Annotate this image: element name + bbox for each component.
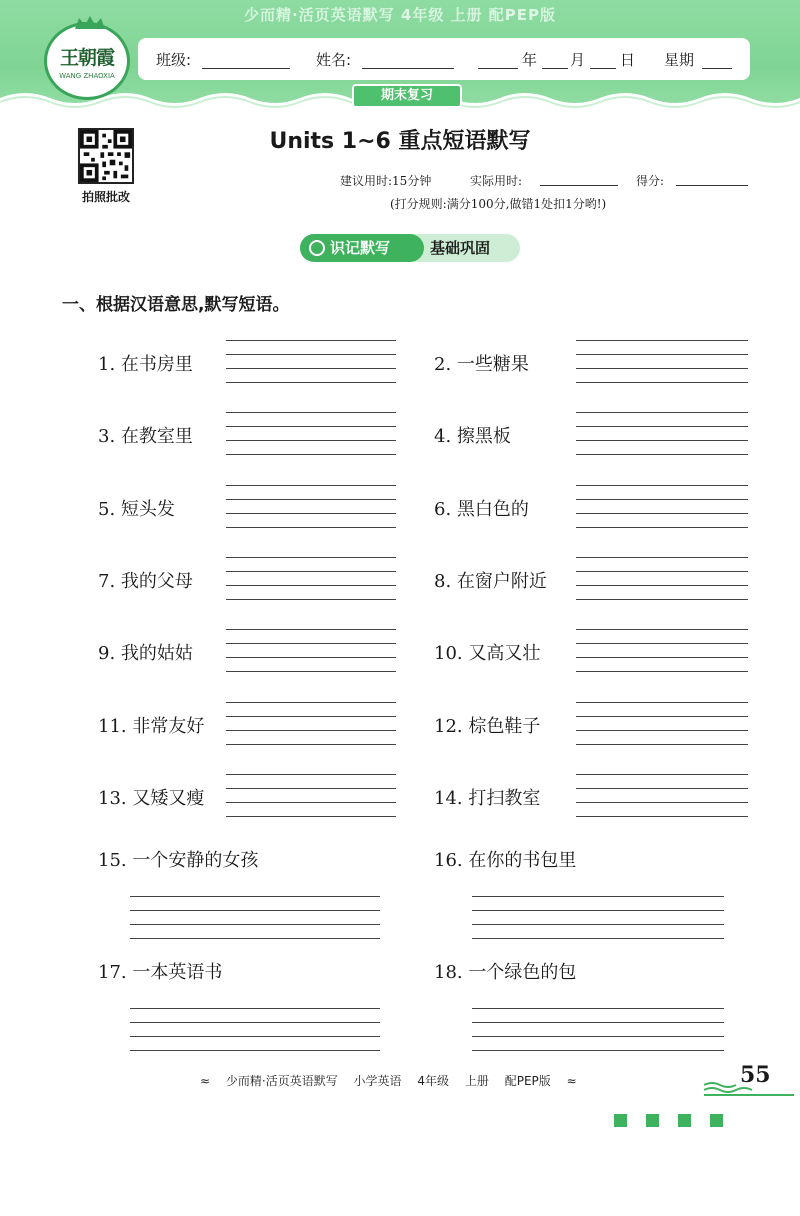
suggested-time: 建议用时:15分钟 [340,174,432,188]
answer-line[interactable] [226,412,396,413]
answer-line[interactable] [576,426,748,427]
qr-code-icon[interactable] [78,128,134,184]
class-label: 班级: [156,51,192,69]
answer-line[interactable] [472,938,724,939]
answer-line[interactable] [576,585,748,586]
answer-line[interactable] [130,938,380,939]
answer-line[interactable] [226,340,396,341]
footer-subject: 小学英语 [353,1074,402,1088]
answer-line[interactable] [576,485,748,486]
answer-line[interactable] [576,340,748,341]
weekday-label: 星期 [664,51,695,69]
logo-subtext: WANG ZHAOXIA [59,71,115,80]
answer-line[interactable] [226,657,396,658]
answer-line[interactable] [226,716,396,717]
exercise-item-label: 8. 在窗户附近 [434,570,547,592]
crown-icon [73,15,107,31]
answer-line[interactable] [226,557,396,558]
answer-line[interactable] [226,629,396,630]
actual-time-field[interactable] [540,185,618,186]
exercise-item-label: 18. 一个绿色的包 [434,962,577,983]
day-field[interactable] [590,68,616,69]
footer-book: 少而精·活页英语默写 [225,1074,338,1088]
exercise-item-label: 4. 擦黑板 [434,426,511,448]
page-number: 55 [740,1062,771,1088]
clock-icon [309,240,325,256]
answer-line[interactable] [226,730,396,731]
exercise-item-label: 10. 又高又壮 [434,643,541,665]
scoring-rule-note: (打分规则:满分100分,做错1处扣1分哟!) [390,197,607,211]
exercise-item-label: 17. 一本英语书 [98,962,223,983]
answer-line[interactable] [576,788,748,789]
answer-line[interactable] [576,643,748,644]
answer-line[interactable] [226,485,396,486]
answer-line[interactable] [226,513,396,514]
answer-line[interactable] [576,527,748,528]
answer-line[interactable] [472,1008,724,1009]
logo-text: 王朝霞 [59,46,114,69]
qr-caption: 拍照批改 [81,190,130,204]
score-field[interactable] [676,185,748,186]
footer-volume: 上册 [464,1074,489,1088]
deco-square [678,1114,691,1127]
student-info-box [138,38,750,80]
answer-line[interactable] [576,802,748,803]
answer-line[interactable] [576,454,748,455]
exercise-item-label: 6. 黑白色的 [434,498,529,520]
series-title: 少而精·活页英语默写 4年级 上册 配PEP版 [243,6,557,24]
answer-line[interactable] [472,1022,724,1023]
answer-line[interactable] [226,354,396,355]
answer-line[interactable] [226,440,396,441]
answer-line[interactable] [130,896,380,897]
month-field[interactable] [542,68,568,69]
answer-line[interactable] [576,440,748,441]
footer-wave-left-icon: ≈ [200,1074,211,1088]
answer-line[interactable] [576,671,748,672]
exercise-item-label: 15. 一个安静的女孩 [98,850,259,871]
class-field[interactable] [202,68,290,69]
answer-line[interactable] [226,499,396,500]
answer-line[interactable] [472,1050,724,1051]
answer-line[interactable] [130,910,380,911]
answer-line[interactable] [576,816,748,817]
footer-edition: 配PEP版 [504,1074,551,1088]
answer-line[interactable] [226,527,396,528]
answer-line[interactable] [576,774,748,775]
answer-line[interactable] [472,896,724,897]
section-pill [300,234,520,262]
answer-line[interactable] [576,499,748,500]
footer-book-info [200,1072,620,1089]
exercise-item-label: 12. 棕色鞋子 [434,715,541,737]
publisher-logo [44,22,130,100]
answer-line[interactable] [130,1050,380,1051]
actual-time-label: 实际用时: [470,174,523,188]
month-label: 月 [570,51,586,69]
answer-line[interactable] [226,382,396,383]
answer-line[interactable] [576,412,748,413]
exercise-item-label: 5. 短头发 [98,498,175,520]
footer-wave-right-icon: ≈ [566,1074,577,1088]
answer-line[interactable] [576,571,748,572]
deco-square [710,1114,723,1127]
answer-line[interactable] [226,802,396,803]
answer-line[interactable] [576,730,748,731]
answer-line[interactable] [226,454,396,455]
name-label: 姓名: [316,51,352,69]
answer-line[interactable] [226,643,396,644]
exercise-item-label: 3. 在教室里 [98,426,193,448]
exercise-item-label: 16. 在你的书包里 [434,850,577,871]
answer-line[interactable] [576,716,748,717]
answer-line[interactable] [576,354,748,355]
answer-line[interactable] [130,1008,380,1009]
section-heading: 一、根据汉语意思,默写短语。 [62,295,290,315]
answer-line[interactable] [472,910,724,911]
section-tab: 期末复习 [352,84,462,108]
answer-line[interactable] [226,426,396,427]
answer-line[interactable] [472,1036,724,1037]
answer-line[interactable] [576,557,748,558]
pill-left-label: 识记默写 [300,234,424,262]
answer-line[interactable] [226,585,396,586]
day-label: 日 [620,51,636,69]
answer-line[interactable] [576,599,748,600]
answer-line[interactable] [576,744,748,745]
answer-line[interactable] [472,924,724,925]
exercise-item-label: 11. 非常友好 [98,715,205,737]
answer-line[interactable] [576,702,748,703]
answer-line[interactable] [226,702,396,703]
name-field[interactable] [362,68,454,69]
answer-line[interactable] [226,671,396,672]
header-band [0,0,800,112]
footer-grade: 4年级 [417,1074,450,1088]
score-label: 得分: [636,174,665,188]
exercise-item-label: 14. 打扫教室 [434,787,541,809]
answer-line[interactable] [130,924,380,925]
answer-line[interactable] [130,1036,380,1037]
answer-line[interactable] [226,744,396,745]
year-field[interactable] [478,68,518,69]
answer-line[interactable] [226,816,396,817]
answer-line[interactable] [576,368,748,369]
answer-line[interactable] [576,513,748,514]
year-label: 年 [522,51,538,69]
deco-square [646,1114,659,1127]
pill-right-label: 基础巩固 [430,239,491,257]
answer-line[interactable] [576,382,748,383]
answer-line[interactable] [226,599,396,600]
answer-line[interactable] [226,788,396,789]
exercise-item-label: 1. 在书房里 [98,354,193,375]
exercise-item-label: 2. 一些糖果 [434,354,529,375]
weekday-field[interactable] [702,68,732,69]
answer-line[interactable] [226,368,396,369]
answer-line[interactable] [130,1022,380,1023]
answer-line[interactable] [576,657,748,658]
exercise-item-label: 13. 又矮又瘦 [98,787,205,809]
deco-square [614,1114,627,1127]
answer-line[interactable] [226,571,396,572]
answer-line[interactable] [576,629,748,630]
answer-line[interactable] [226,774,396,775]
exercise-item-label: 9. 我的姑姑 [98,643,193,665]
exercise-item-label: 7. 我的父母 [98,570,193,592]
page-title: Units 1~6 重点短语默写 [269,129,531,154]
page-wave-decoration [704,1080,794,1096]
